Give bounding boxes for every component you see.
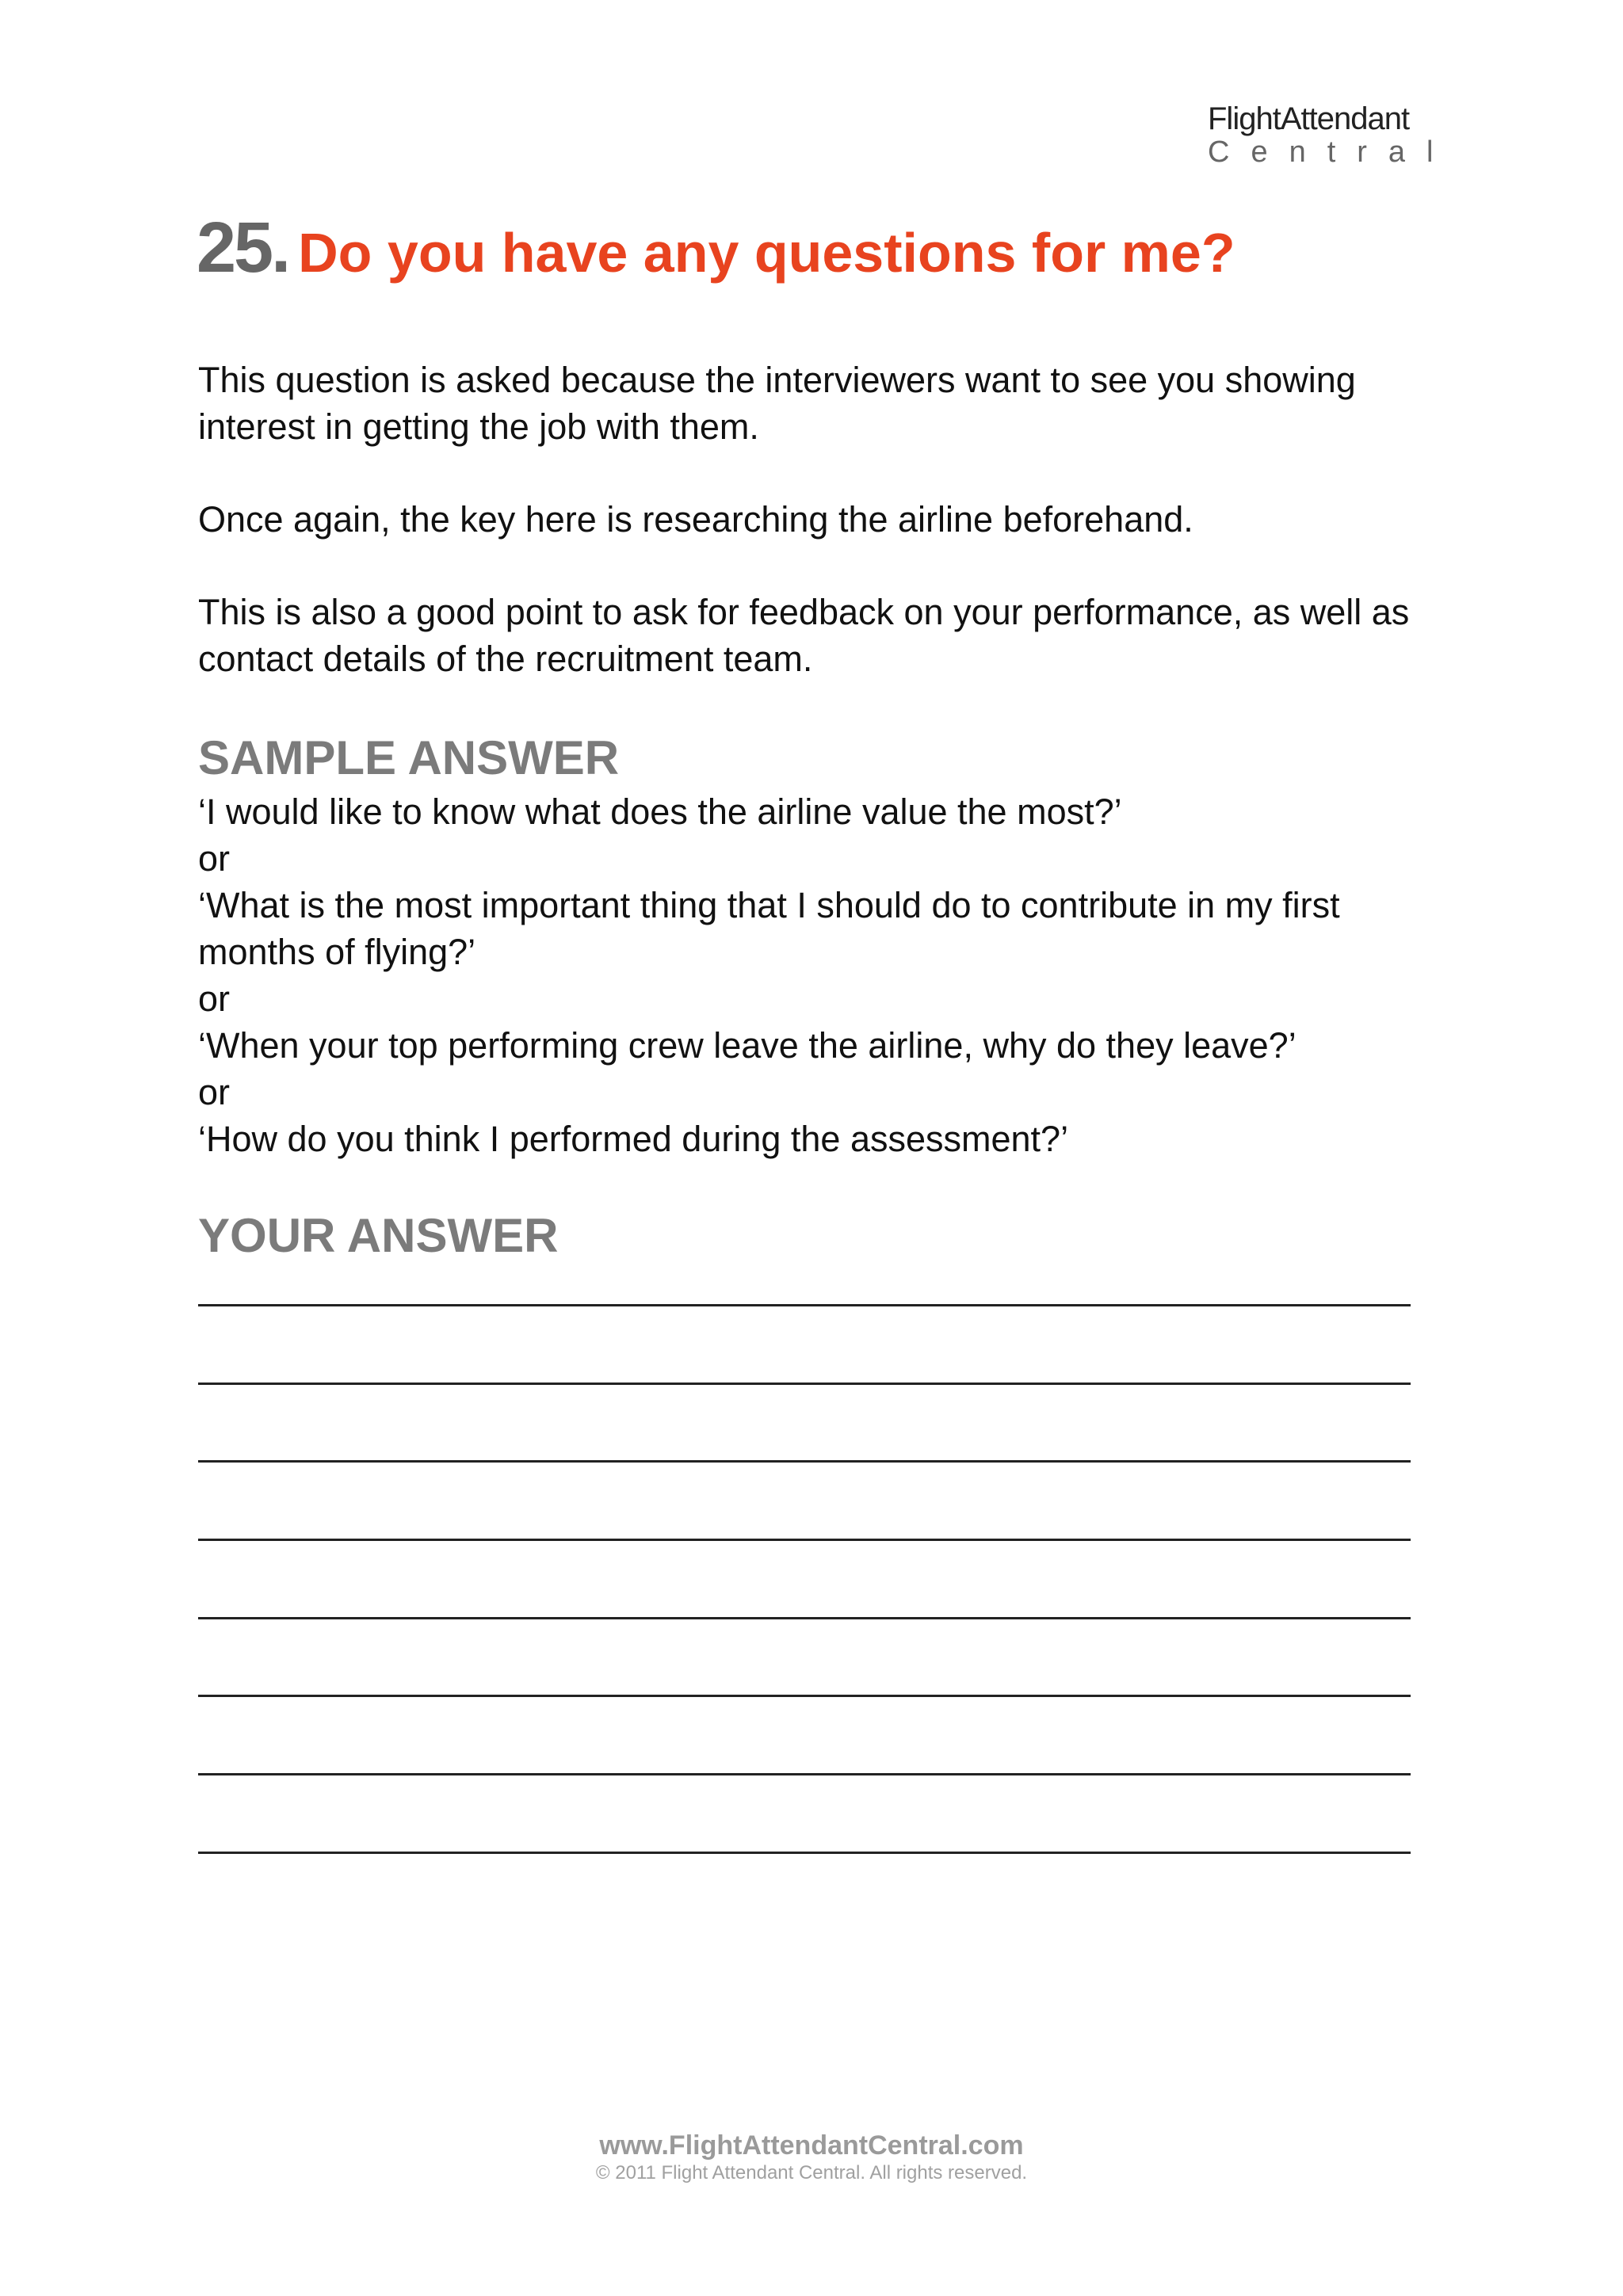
question-text: Do you have any questions for me? — [298, 222, 1235, 284]
sample-answer-3: ‘When your top performing crew leave the airline, why do they leave?’ — [198, 1025, 1296, 1066]
question-number: 25. — [197, 208, 289, 288]
your-answer-heading: YOUR ANSWER — [198, 1209, 559, 1262]
separator-or: or — [198, 978, 231, 1019]
writing-line — [198, 1619, 1411, 1698]
writing-line — [198, 1775, 1411, 1854]
answer-writing-lines — [198, 1304, 1411, 1854]
writing-line — [198, 1306, 1411, 1385]
sample-answer-1: ‘I would like to know what does the airline value the most?’ — [198, 791, 1122, 832]
sample-answer-2: ‘What is the most important thing that I should do to contribute in my first months of flying?’ — [198, 885, 1340, 972]
intro-paragraph-1: This question is asked because the interviewers want to see you showing interest in getting the job with them. — [198, 360, 1356, 447]
logo-line-1: FlightAttendant — [1208, 101, 1410, 136]
sample-answer-heading: SAMPLE ANSWER — [198, 731, 620, 784]
separator-or: or — [198, 838, 231, 879]
writing-line — [198, 1541, 1411, 1619]
page-title — [197, 208, 1235, 289]
sample-answer-4: ‘How do you think I performed during the assessment?’ — [198, 1119, 1069, 1159]
writing-line — [198, 1697, 1411, 1775]
logo-line-2: Central — [1208, 135, 1455, 169]
page-footer — [0, 2130, 1623, 2185]
intro-paragraph-2: Once again, the key here is researching the airline beforehand. — [198, 499, 1193, 540]
brand-logo — [1208, 101, 1455, 169]
writing-line — [198, 1385, 1411, 1463]
separator-or: or — [198, 1072, 231, 1112]
sample-answers — [198, 788, 1434, 1162]
writing-line — [198, 1463, 1411, 1541]
intro-paragraph-3: This is also a good point to ask for feedback on your performance, as well as contact details of the recruitment team. — [198, 592, 1410, 679]
footer-copyright: © 2011 Flight Attendant Central. All rights reserved. — [595, 2162, 1028, 2183]
footer-website-url: www.FlightAttendantCentral.com — [599, 2130, 1024, 2161]
